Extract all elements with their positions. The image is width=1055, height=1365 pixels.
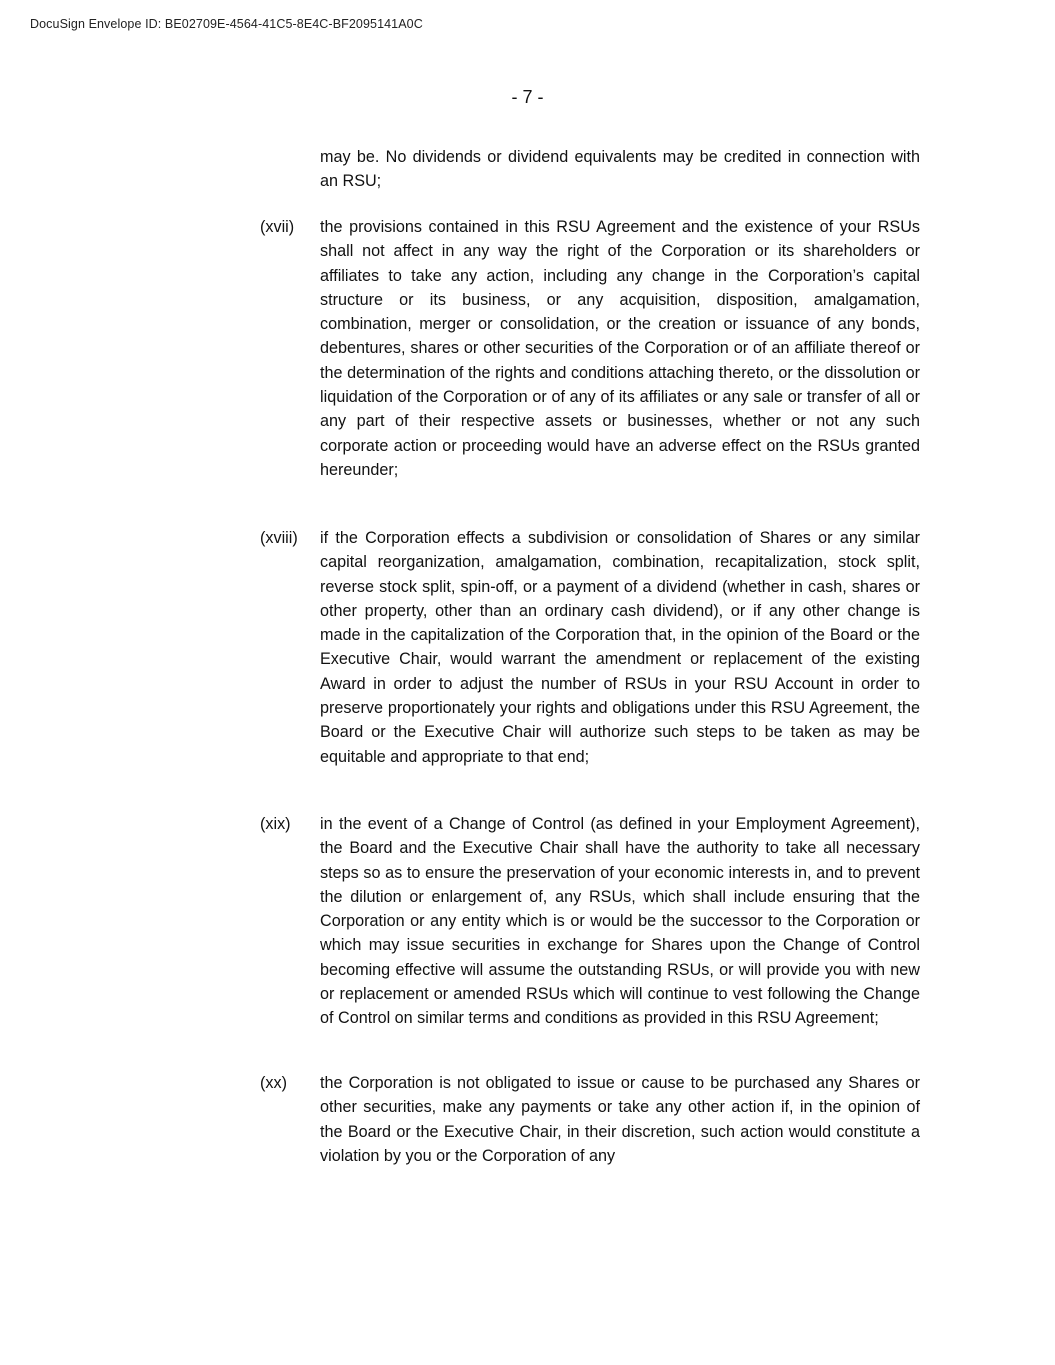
clause-text: if the Corporation effects a subdivision or consolidation of Shares or any similar capital reorganization, amalgamation, combination, recapitalization, stock split, reverse stock split, spin-off, or a payment of a dividend (whether in cash, shares or other property, other than an ordinary cash dividend), or if any other change is made in the capitalization of the Corporation that, in the opinion of the Board or the Executive Chair, would warrant the amendment or replacement of the existing Award in order to adjust the number of RSUs in your RSU Account in order to preserve proportionately your rights and obligations under this RSU Agreement, the Board or the Executive Chair will authorize such steps to be taken as may be equitable and appropriate to that end; <box>320 529 920 766</box>
docusign-envelope-id: DocuSign Envelope ID: BE02709E-4564-41C5-8E4C-BF2095141A0C <box>30 17 423 31</box>
clause-text: the Corporation is not obligated to issue or cause to be purchased any Shares or other securities, make any payments or take any other action if, in the opinion of the Board or the Executive Chair, in their discretion, such action would constitute a violation by you or the Corporation of any <box>320 1074 920 1165</box>
clause-number: (xviii) <box>260 529 298 547</box>
continuation-text: may be. No dividends or dividend equivalents may be credited in connection with an RSU; <box>320 148 920 191</box>
clause-xviii <box>260 526 920 769</box>
clause-number: (xx) <box>260 1074 287 1092</box>
clause-xvii <box>260 215 920 482</box>
clause-number: (xix) <box>260 815 291 833</box>
clause-number: (xvii) <box>260 218 295 236</box>
page-number: - 7 - <box>511 87 544 107</box>
continuation-paragraph <box>260 145 920 194</box>
clause-xx <box>260 1071 920 1168</box>
clause-text: in the event of a Change of Control (as defined in your Employment Agreement), the Board and the Executive Chair shall have the authority to take all necessary steps so as to ensure the preservation of your economic interests in, and to prevent the dilution or enlargement of, any RSUs, which shall include ensuring that the Corporation or any entity which is or would be the successor to the Corporation or which may issue securities in exchange for Shares upon the Change of Control becoming effective will assume the outstanding RSUs, or will provide you with new or replacement or amended RSUs which will continue to vest following the Change of Control on similar terms and conditions as provided in this RSU Agreement; <box>320 815 920 1028</box>
clause-xix <box>260 812 920 1031</box>
clause-text: the provisions contained in this RSU Agreement and the existence of your RSUs shall not affect in any way the right of the Corporation or its shareholders or affiliates to take any action, including any change in the Corporation’s capital structure or its business, or any acquisition, disposition, amalgamation, combination, merger or consolidation, or the creation or issuance of any bonds, debentures, shares or other securities of the Corporation or of an affiliate thereof or the determination of the rights and conditions attaching thereto, or the dissolution or liquidation of the Corporation or of any of its affiliates or any sale or transfer of all or any part of their respective assets or businesses, whether or not any such corporate action or proceeding would have an adverse effect on the RSUs granted hereunder; <box>320 218 920 479</box>
